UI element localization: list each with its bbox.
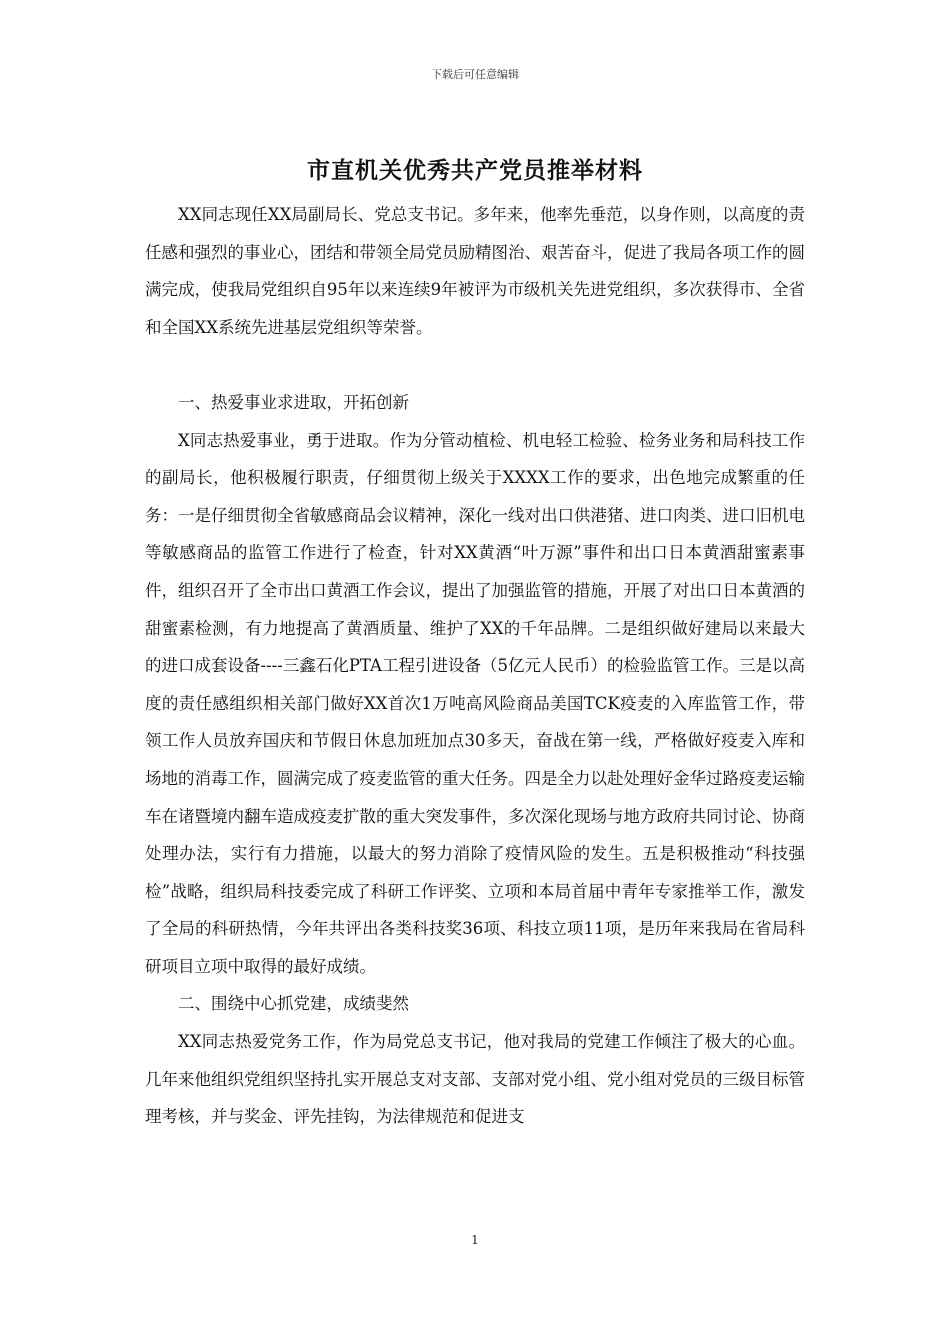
section1-paragraph: X同志热爱事业，勇于进取。作为分管动植检、机电轻工检验、检务业务和局科技工作的副局长，他积极履行职责，仔细贯彻上级关于XXXX工作的要求，出色地完成繁重的任务：一是仔细贯彻全省敏感商品会议精神，深化一线对出口供港猪、进口肉类、进口旧机电等敏感商品的监管工作进行了检查，针对XX黄酒“叶万源”事件和出口日本黄酒甜蜜素事件，组织召开了全市出口黄酒工作会议，提出了加强监管的措施，开展了对出口日本黄酒的甜蜜素检测，有力地提高了黄酒质量、维护了XX的千年品牌。二是组织做好建局以来最大的进口成套设备----三鑫石化PTA工程引进设备（5亿元人民币）的检验监管工作。三是以高度的责任感组织相关部门做好XX首次1万吨高风险商品美国TCK疫麦的入库监管工作，带领工作人员放弃国庆和节假日休息加班加点30多天，奋战在第一线，严格做好疫麦入库和场地的消毒工作，圆满完成了疫麦监管的重大任务。四是全力以赴处理好金华过路疫麦运输车在诸暨境内翻车造成疫麦扩散的重大突发事件，多次深化现场与地方政府共同讨论、协商处理办法，实行有力措施，以最大的努力消除了疫情风险的发生。五是积极推动“科技强检”战略，组织局科技委完成了科研工作评奖、立项和本局首届中青年专家推举工作，激发了全局的科研热情，今年共评出各类科技奖36项、科技立项11项，是历年来我局在省局科研项目立项中取得的最好成绩。 (145, 430, 805, 976)
section1-heading: 一、热爱事业求进取，开拓创新 (178, 392, 409, 412)
header-note: 下载后可任意编辑 (431, 68, 519, 81)
paragraph-spacer (145, 346, 805, 384)
page-number: 1 (471, 1233, 479, 1247)
section2-heading: 二、围绕中心抓党建，成绩斐然 (178, 994, 409, 1014)
document-body (145, 196, 805, 1136)
intro-paragraph: XX同志现任XX局副局长、党总支书记。多年来，他率先垂范，以身作则，以高度的责任感和强烈的事业心，团结和带领全局党员励精图治、艰苦奋斗，促进了我局各项工作的圆满完成，使我局党组织自95年以来连续9年被评为市级机关先进党组织，多次获得市、全省和全国XX系统先进基层党组织等荣誉。 (145, 205, 805, 337)
section2-paragraph: XX同志热爱党务工作，作为局党总支书记，他对我局的党建工作倾注了极大的心血。几年来他组织党组织坚持扎实开展总支对支部、支部对党小组、党小组对党员的三级目标管理考核，并与奖金、评先挂钩，为法律规范和促进支 (145, 1032, 805, 1127)
document-title: 市直机关优秀共产党员推举材料 (307, 157, 643, 184)
